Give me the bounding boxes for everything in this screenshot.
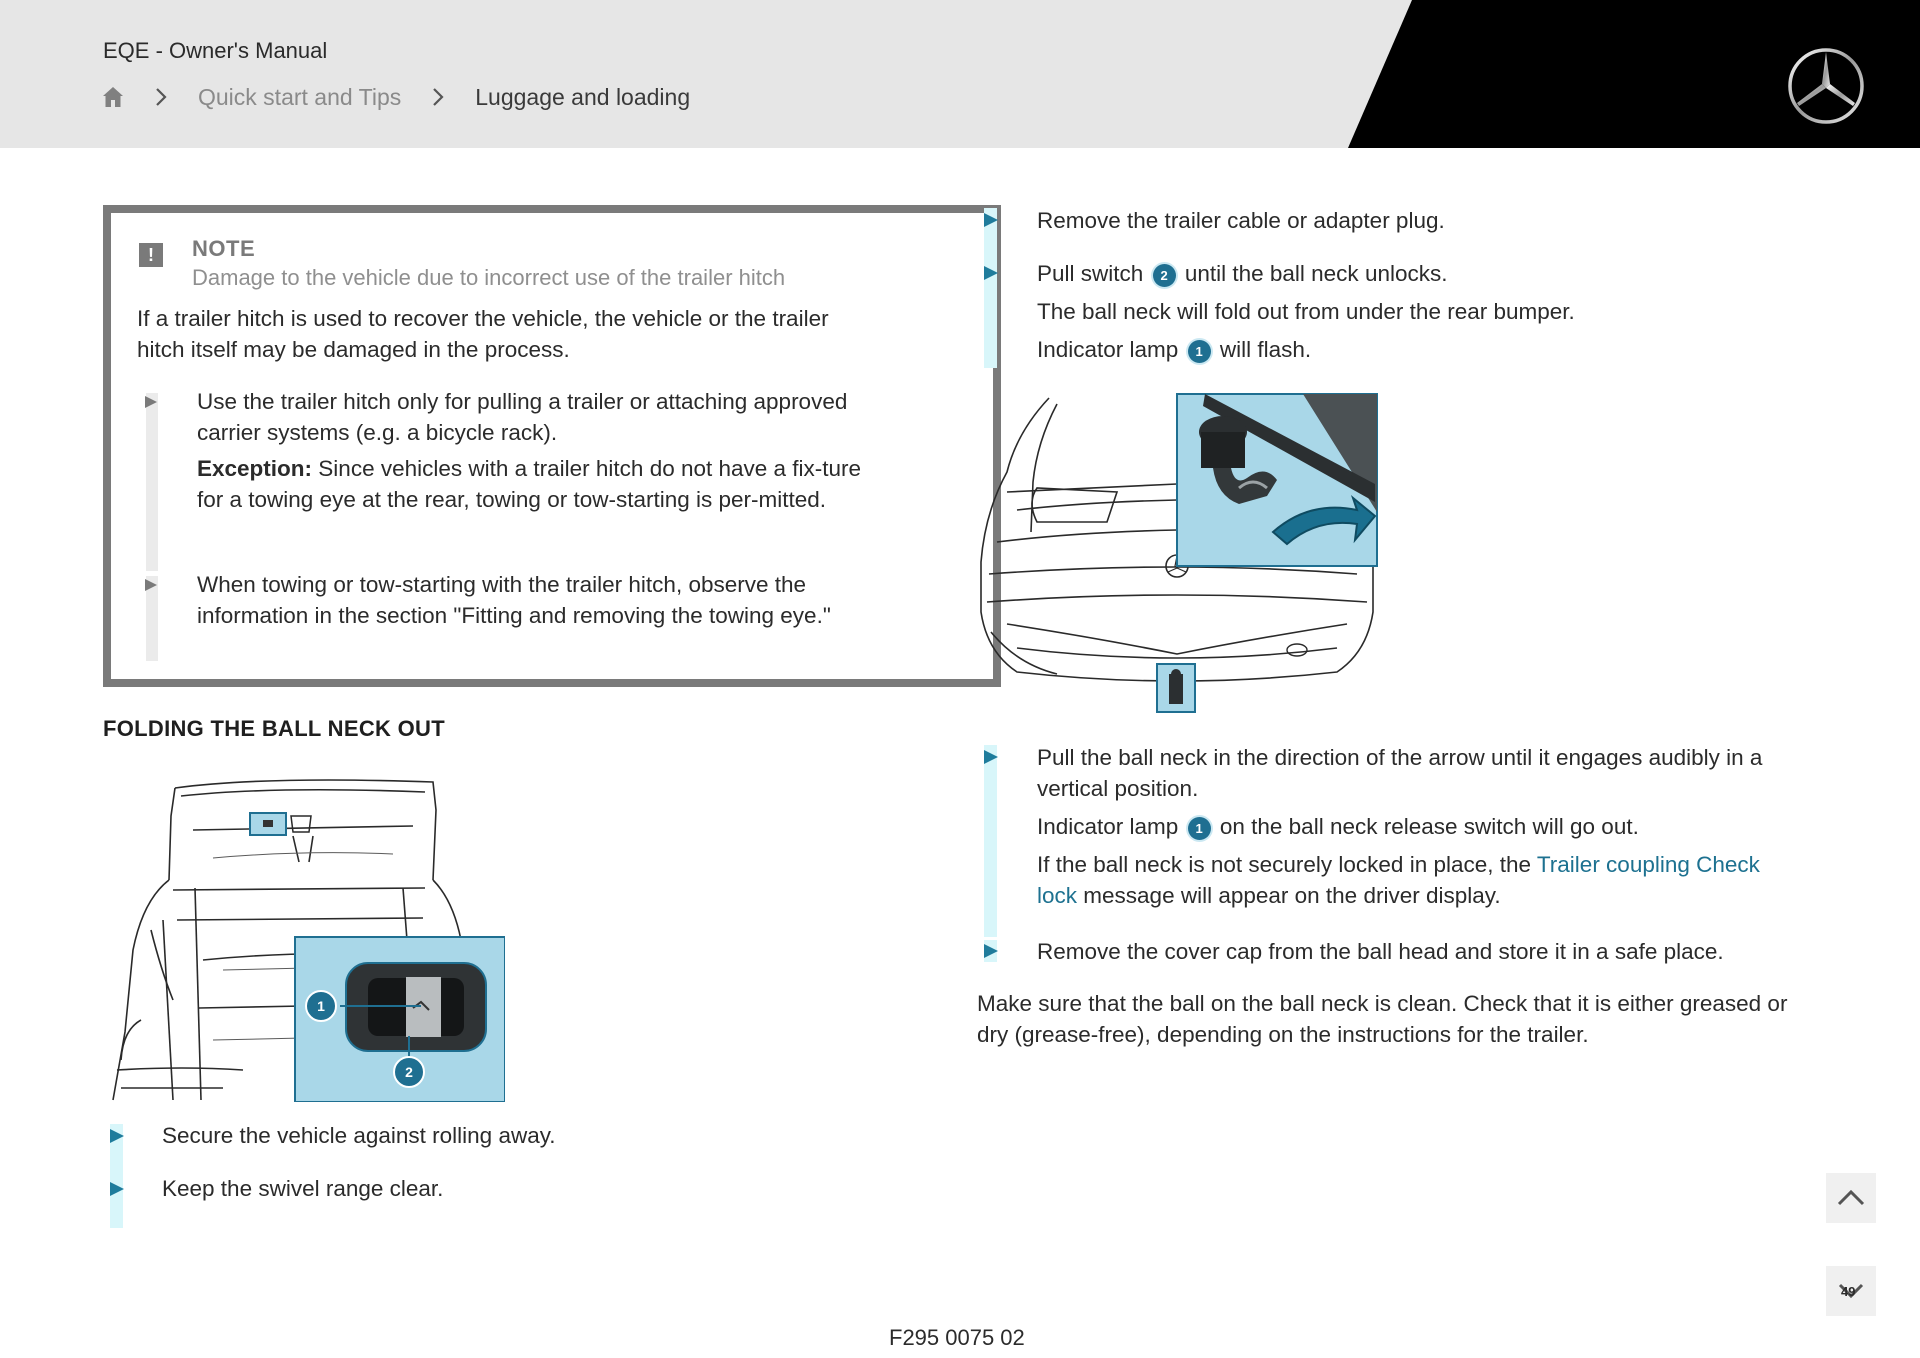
note-item xyxy=(197,387,867,515)
home-icon[interactable] xyxy=(102,86,124,108)
scroll-up-button[interactable] xyxy=(1826,1173,1876,1223)
chevron-up-icon xyxy=(1826,1173,1876,1223)
step-remove-cap: Remove the cover cap from the ball head and store it in a safe place. xyxy=(1037,939,1724,964)
callout-1: 1 xyxy=(1188,340,1211,363)
step-bullet-icon xyxy=(110,1182,124,1196)
page-number: 49 xyxy=(1841,1284,1856,1299)
callout-2: 2 xyxy=(405,1064,413,1080)
final-paragraph: Make sure that the ball on the ball neck is clean. Check that it is either greased or dry (grease-free), depending on the instructions for the trailer. xyxy=(977,991,1788,1047)
note-title: NOTE xyxy=(192,236,256,261)
page-nav-button[interactable] xyxy=(1826,1266,1876,1316)
step-bullet-icon xyxy=(110,1129,124,1143)
step-bullet-icon xyxy=(984,266,998,280)
step-pull-switch: Pull switch 2 until the ball neck unlocks. The ball neck will fold out from under the rear bumper. Indicator lamp 1 will flash. xyxy=(1037,258,1797,365)
note-item-text: When towing or tow-starting with the trailer hitch, observe the information in the section "Fitting and removing the towing eye." xyxy=(197,572,831,628)
mercedes-star-logo[interactable] xyxy=(1786,46,1866,126)
note-subtitle: Damage to the vehicle due to incorrect use of the trailer hitch xyxy=(192,265,786,290)
note-text: If a trailer hitch is used to recover the vehicle, the vehicle or the trailer hitch itself may be damaged in the process. xyxy=(137,306,829,362)
exclamation-icon: ! xyxy=(139,243,163,267)
note-item-text: Use the trailer hitch only for pulling a trailer or attaching approved carrier systems (e.g. a bicycle rack). xyxy=(197,389,848,445)
note-item xyxy=(197,570,867,631)
exception-label: Exception: xyxy=(197,456,313,481)
step-secure-vehicle: Secure the vehicle against rolling away. xyxy=(162,1123,556,1148)
breadcrumb xyxy=(102,81,690,113)
trailer-coupling-link[interactable]: Trailer coupling Check lock xyxy=(1037,852,1760,908)
step-bullet-icon xyxy=(984,750,998,764)
step-remove-cable: Remove the trailer cable or adapter plug. xyxy=(1037,208,1445,233)
breadcrumb-luggage: Luggage and loading xyxy=(475,83,691,110)
section-heading: FOLDING THE BALL NECK OUT xyxy=(103,716,445,741)
step-bar xyxy=(984,208,997,368)
manual-title: EQE - Owner's Manual xyxy=(103,38,328,63)
trunk-illustration xyxy=(103,770,505,1102)
header-black-panel xyxy=(0,0,1920,148)
chevron-right-icon xyxy=(431,87,445,107)
step-keep-clear: Keep the swivel range clear. xyxy=(162,1176,444,1201)
callout-2: 2 xyxy=(1153,264,1176,287)
callout-1: 1 xyxy=(1188,817,1211,840)
callout-1: 1 xyxy=(317,998,325,1014)
exception-text: Since vehicles with a trailer hitch do not have a fix-ture for a towing eye at the rear, towing or tow-starting is per-mitted. xyxy=(197,456,862,512)
reference-code: F295 0075 02 xyxy=(889,1325,1025,1350)
step-pull-ball-neck: Pull the ball neck in the direction of the arrow until it engages audibly in a vertical position. Indicator lamp 1 on the ball neck release switch will go out. If the ball neck is not securely locked in place, the Trailer coupling Check lock message will appear on the driver display. xyxy=(1037,745,1763,908)
step-bullet-icon xyxy=(984,944,998,958)
note-item-bar xyxy=(146,393,158,571)
chevron-right-icon xyxy=(154,87,168,107)
rear-bumper-illustration xyxy=(977,392,1379,718)
step-bar xyxy=(984,745,997,937)
step-sub-text: The ball neck will fold out from under the rear bumper. xyxy=(1037,299,1575,324)
breadcrumb-quick-start[interactable]: Quick start and Tips xyxy=(198,83,402,110)
note-bullet-icon xyxy=(145,396,157,408)
step-bullet-icon xyxy=(984,213,998,227)
note-bullet-icon xyxy=(145,579,157,591)
